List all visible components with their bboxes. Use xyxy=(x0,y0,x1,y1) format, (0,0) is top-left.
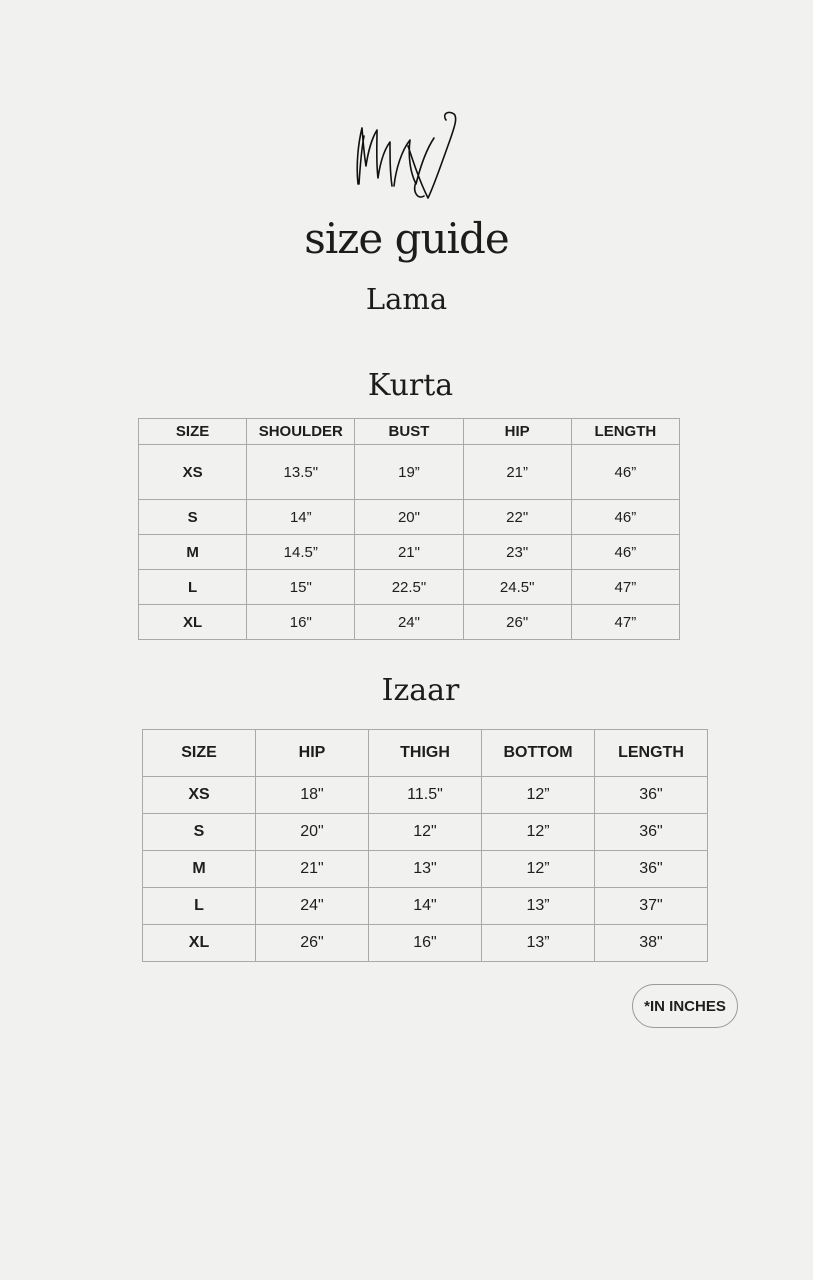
page-title: size guide xyxy=(304,214,509,263)
hip-cell: 21” xyxy=(463,445,571,500)
column-header-thigh: THIGH xyxy=(369,730,482,777)
hip-cell: 21" xyxy=(256,851,369,888)
product-name: Lama xyxy=(365,282,448,316)
thigh-cell: 12" xyxy=(369,814,482,851)
column-header-bust: BUST xyxy=(355,419,463,445)
kurta-section-title: Kurta xyxy=(367,368,454,403)
hip-cell: 24.5" xyxy=(463,570,571,605)
shoulder-cell: 14” xyxy=(247,500,355,535)
bust-cell: 21" xyxy=(355,535,463,570)
column-header-length: LENGTH xyxy=(595,730,708,777)
units-note-badge: *IN INCHES xyxy=(632,984,738,1028)
bottom-cell: 13” xyxy=(482,925,595,962)
hip-cell: 23" xyxy=(463,535,571,570)
table-row xyxy=(139,535,680,570)
table-row xyxy=(143,888,708,925)
hip-cell: 20" xyxy=(256,814,369,851)
length-cell: 36" xyxy=(595,814,708,851)
table-row xyxy=(139,570,680,605)
size-cell: L xyxy=(143,888,256,925)
size-cell: S xyxy=(139,500,247,535)
hip-cell: 26" xyxy=(256,925,369,962)
thigh-cell: 14" xyxy=(369,888,482,925)
shoulder-cell: 14.5” xyxy=(247,535,355,570)
hip-cell: 22" xyxy=(463,500,571,535)
size-cell: XL xyxy=(139,605,247,640)
izaar-section-title: Izaar xyxy=(381,673,460,708)
hip-cell: 24" xyxy=(256,888,369,925)
size-cell: M xyxy=(143,851,256,888)
column-header-hip: HIP xyxy=(256,730,369,777)
bottom-cell: 13” xyxy=(482,888,595,925)
column-header-length: LENGTH xyxy=(571,419,679,445)
bottom-cell: 12” xyxy=(482,851,595,888)
size-cell: L xyxy=(139,570,247,605)
table-header-row xyxy=(139,419,680,445)
signature-monogram-icon xyxy=(350,106,464,206)
length-cell: 38" xyxy=(595,925,708,962)
izaar-size-table xyxy=(142,729,708,962)
bust-cell: 22.5" xyxy=(355,570,463,605)
size-cell: XL xyxy=(143,925,256,962)
table-row xyxy=(139,605,680,640)
table-row xyxy=(143,925,708,962)
length-cell: 36" xyxy=(595,851,708,888)
length-cell: 46” xyxy=(571,500,679,535)
length-cell: 36" xyxy=(595,777,708,814)
column-header-shoulder: SHOULDER xyxy=(247,419,355,445)
column-header-bottom: BOTTOM xyxy=(482,730,595,777)
thigh-cell: 16" xyxy=(369,925,482,962)
shoulder-cell: 15" xyxy=(247,570,355,605)
length-cell: 46” xyxy=(571,535,679,570)
bust-cell: 20" xyxy=(355,500,463,535)
shoulder-cell: 16" xyxy=(247,605,355,640)
column-header-size: SIZE xyxy=(139,419,247,445)
column-header-hip: HIP xyxy=(463,419,571,445)
length-cell: 47” xyxy=(571,605,679,640)
table-row xyxy=(139,500,680,535)
size-cell: XS xyxy=(143,777,256,814)
table-row xyxy=(143,814,708,851)
table-row xyxy=(143,851,708,888)
hip-cell: 26" xyxy=(463,605,571,640)
size-cell: XS xyxy=(139,445,247,500)
thigh-cell: 11.5" xyxy=(369,777,482,814)
bust-cell: 19” xyxy=(355,445,463,500)
table-row xyxy=(139,445,680,500)
kurta-size-table xyxy=(138,418,680,640)
length-cell: 46” xyxy=(571,445,679,500)
size-cell: S xyxy=(143,814,256,851)
size-cell: M xyxy=(139,535,247,570)
length-cell: 47” xyxy=(571,570,679,605)
table-header-row xyxy=(143,730,708,777)
length-cell: 37" xyxy=(595,888,708,925)
hip-cell: 18" xyxy=(256,777,369,814)
thigh-cell: 13" xyxy=(369,851,482,888)
shoulder-cell: 13.5" xyxy=(247,445,355,500)
bottom-cell: 12” xyxy=(482,777,595,814)
table-row xyxy=(143,777,708,814)
bottom-cell: 12” xyxy=(482,814,595,851)
column-header-size: SIZE xyxy=(143,730,256,777)
bust-cell: 24" xyxy=(355,605,463,640)
